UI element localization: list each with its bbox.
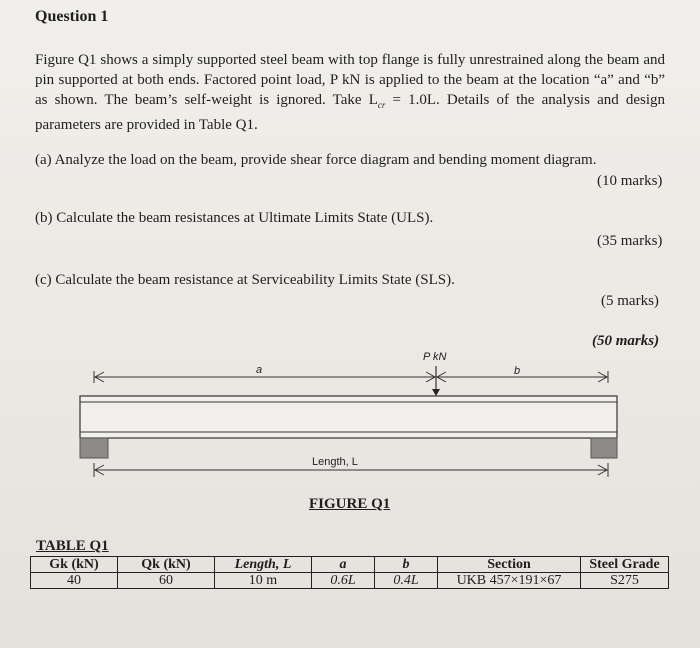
para-line-2: beam and pin supported at both ends. Factored point load, P kN is applied to the beam at the <box>35 52 666 88</box>
part-c-marks: (5 marks) <box>601 293 659 309</box>
header-gk: Gk (kN) <box>31 557 118 573</box>
para-line-4: analysis and design parameters are provided in Table Q1. <box>35 92 666 133</box>
table-title: TABLE Q1 <box>36 538 109 554</box>
load-arrow-head <box>432 389 440 396</box>
header-length: Length, L <box>215 557 312 573</box>
parameters-table <box>30 556 669 589</box>
question-title: Question 1 <box>35 8 109 25</box>
header-qk: Qk (kN) <box>118 557 215 573</box>
figure-caption: FIGURE Q1 <box>309 496 391 512</box>
header-b: b <box>375 557 438 573</box>
value-a: 0.6L <box>312 573 375 589</box>
total-marks: (50 marks) <box>592 333 660 349</box>
part-c-text: (c) Calculate the beam resistance at Serviceability Limits State (SLS). <box>35 272 455 288</box>
left-support <box>80 438 108 458</box>
para-line-3: location “a” and “b” as shown. The beam’s self-weight is ignored. Take L <box>35 72 666 108</box>
right-support <box>591 438 617 458</box>
para-line-1: Figure Q1 shows a simply supported steel beam with top flange is fully unrestrained along the <box>35 52 604 68</box>
table-value-row <box>31 573 669 589</box>
table-header-row <box>31 557 669 573</box>
dimension-b-label: b <box>514 365 521 377</box>
para-line-3b: = 1.0L. Details of the <box>385 92 535 108</box>
load-label: P kN <box>423 351 447 363</box>
dimension-a-label: a <box>256 364 263 376</box>
part-b-text: (b) Calculate the beam resistances at Ultimate Limits State (ULS). <box>35 210 434 226</box>
length-label: Length, L <box>312 456 358 468</box>
part-b-marks: (35 marks) <box>597 233 663 249</box>
header-a: a <box>312 557 375 573</box>
part-a-text: (a) Analyze the load on the beam, provide shear force diagram and bending moment diagram. <box>35 152 597 168</box>
lcr-subscript: cr <box>377 100 386 110</box>
value-section: UKB 457×191×67 <box>438 573 581 589</box>
part-a-marks: (10 marks) <box>597 173 663 189</box>
value-b: 0.4L <box>375 573 438 589</box>
value-qk: 60 <box>118 573 215 589</box>
header-steel-grade: Steel Grade <box>581 557 669 573</box>
value-steel-grade: S275 <box>581 573 669 589</box>
value-gk: 40 <box>31 573 118 589</box>
value-length: 10 m <box>215 573 312 589</box>
header-section: Section <box>438 557 581 573</box>
